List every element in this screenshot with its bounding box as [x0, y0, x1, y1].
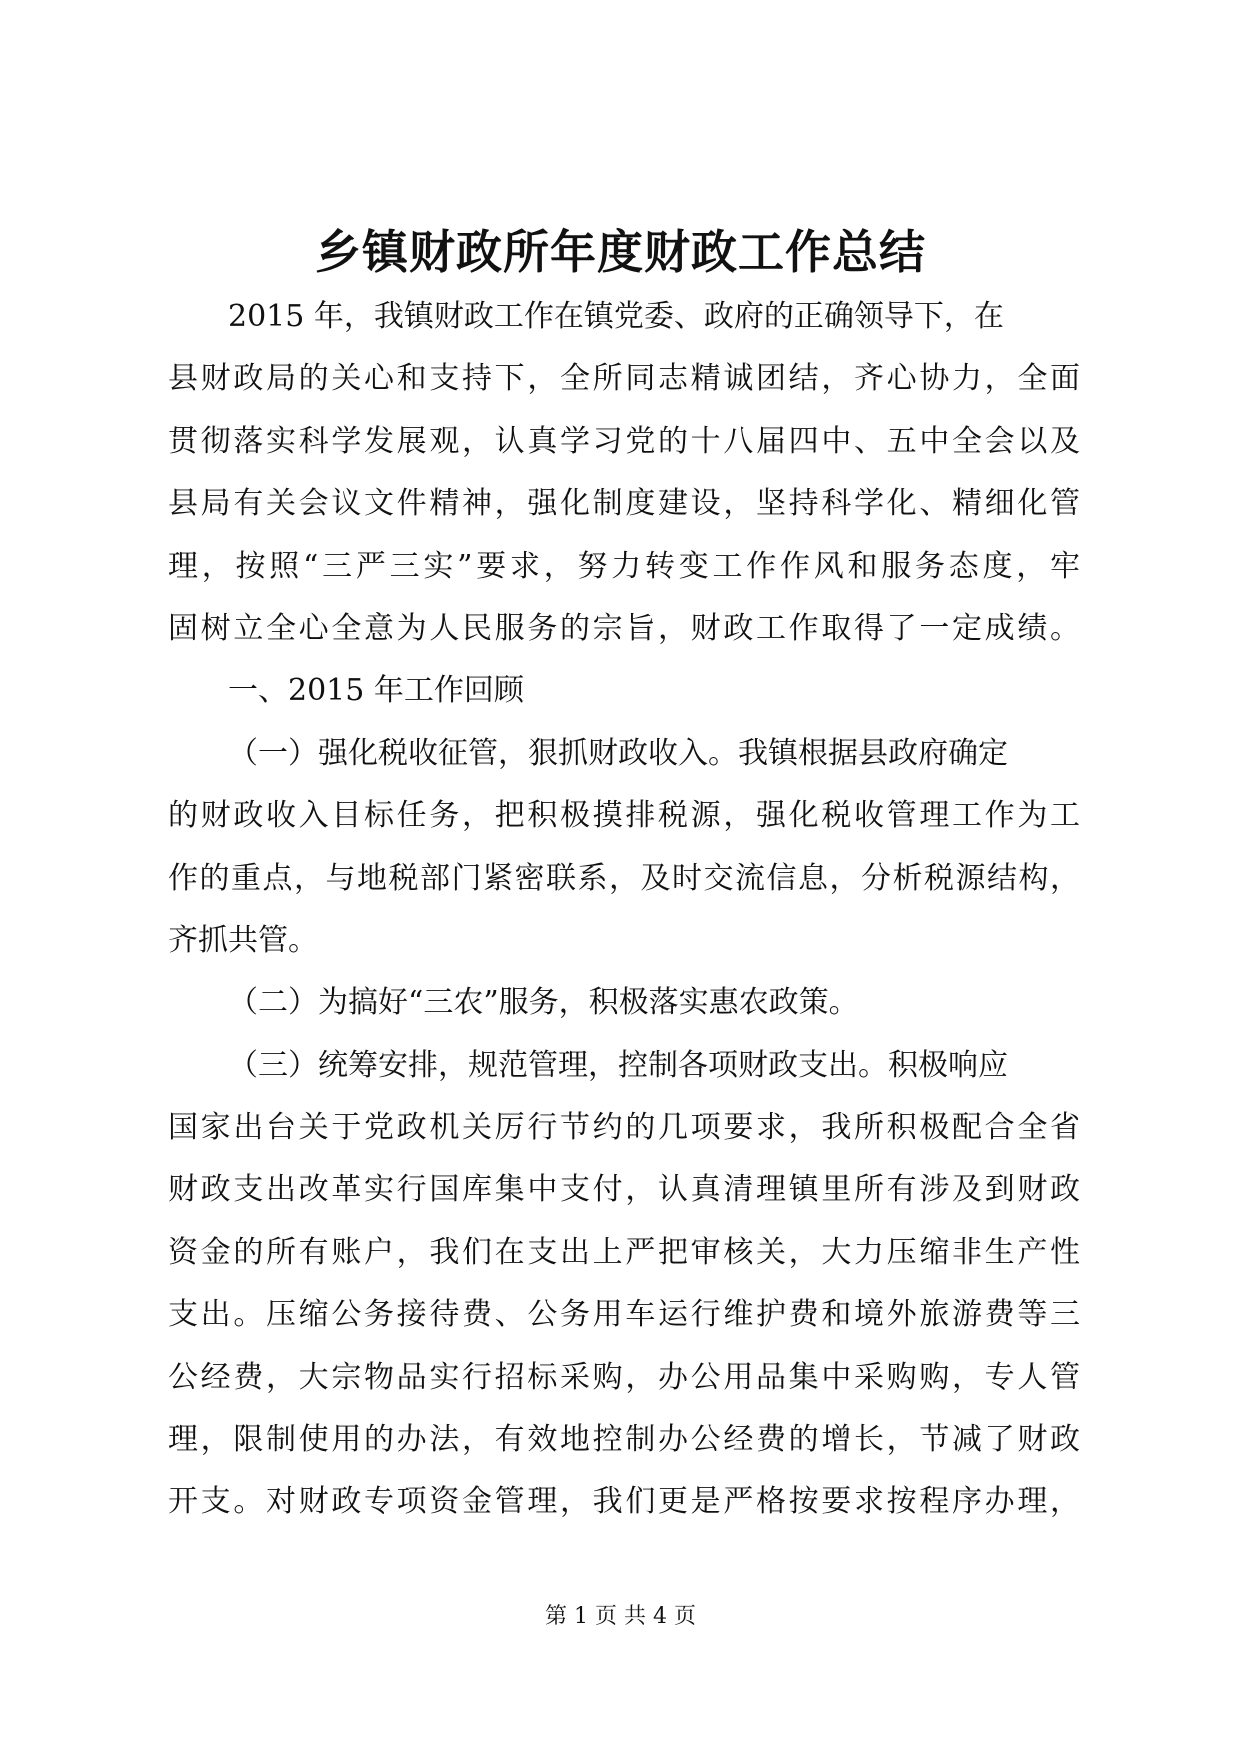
page-number-footer: 第 1 页 共 4 页: [545, 1604, 696, 1629]
paragraph-line: 固树立全心全意为人民服务的宗旨，财政工作取得了一定成绩。: [168, 610, 1080, 646]
paragraph-line: 的财政收入目标任务，把积极摸排税源，强化税收管理工作为工: [168, 798, 1080, 834]
paragraph-line: （三）统筹安排，规范管理，控制各项财政支出。积极响应: [228, 1047, 1008, 1083]
paragraph-line: 资金的所有账户，我们在支出上严把审核关，大力压缩非生产性: [168, 1234, 1080, 1270]
paragraph-line: 齐抓共管。: [168, 922, 318, 958]
paragraph-line: （二）为搞好“三农”服务，积极落实惠农政策。: [228, 985, 859, 1021]
paragraph-line: （一）强化税收征管，狠抓财政收入。我镇根据县政府确定: [228, 735, 1008, 771]
paragraph-line: 理，限制使用的办法，有效地控制办公经费的增长，节减了财政: [168, 1422, 1080, 1458]
paragraph-line: 支出。压缩公务接待费、公务用车运行维护费和境外旅游费等三: [168, 1297, 1080, 1333]
paragraph-line: 财政支出改革实行国库集中支付，认真清理镇里所有涉及到财政: [168, 1172, 1080, 1208]
paragraph-line: 开支。对财政专项资金管理，我们更是严格按要求按程序办理，: [168, 1484, 1080, 1520]
paragraph-line: 作的重点，与地税部门紧密联系，及时交流信息，分析税源结构，: [168, 860, 1080, 896]
paragraph-line: 贯彻落实科学发展观，认真学习党的十八届四中、五中全会以及: [168, 423, 1080, 459]
paragraph-line: 国家出台关于党政机关厉行节约的几项要求，我所积极配合全省: [168, 1110, 1080, 1146]
document-title: 乡镇财政所年度财政工作总结: [315, 225, 926, 279]
section-heading: 一、2015 年工作回顾: [228, 673, 524, 709]
paragraph-line: 县财政局的关心和支持下，全所同志精诚团结，齐心协力，全面: [168, 361, 1080, 397]
paragraph-line: 理，按照“三严三实”要求，努力转变工作作风和服务态度，牢: [168, 548, 1080, 584]
paragraph-line: 公经费，大宗物品实行招标采购，办公用品集中采购购，专人管: [168, 1359, 1080, 1395]
document-body: [168, 286, 1080, 1534]
paragraph-line: 2015 年，我镇财政工作在镇党委、政府的正确领导下，在: [228, 299, 1004, 334]
paragraph-line: 县局有关会议文件精神，强化制度建设，坚持科学化、精细化管: [168, 486, 1080, 522]
